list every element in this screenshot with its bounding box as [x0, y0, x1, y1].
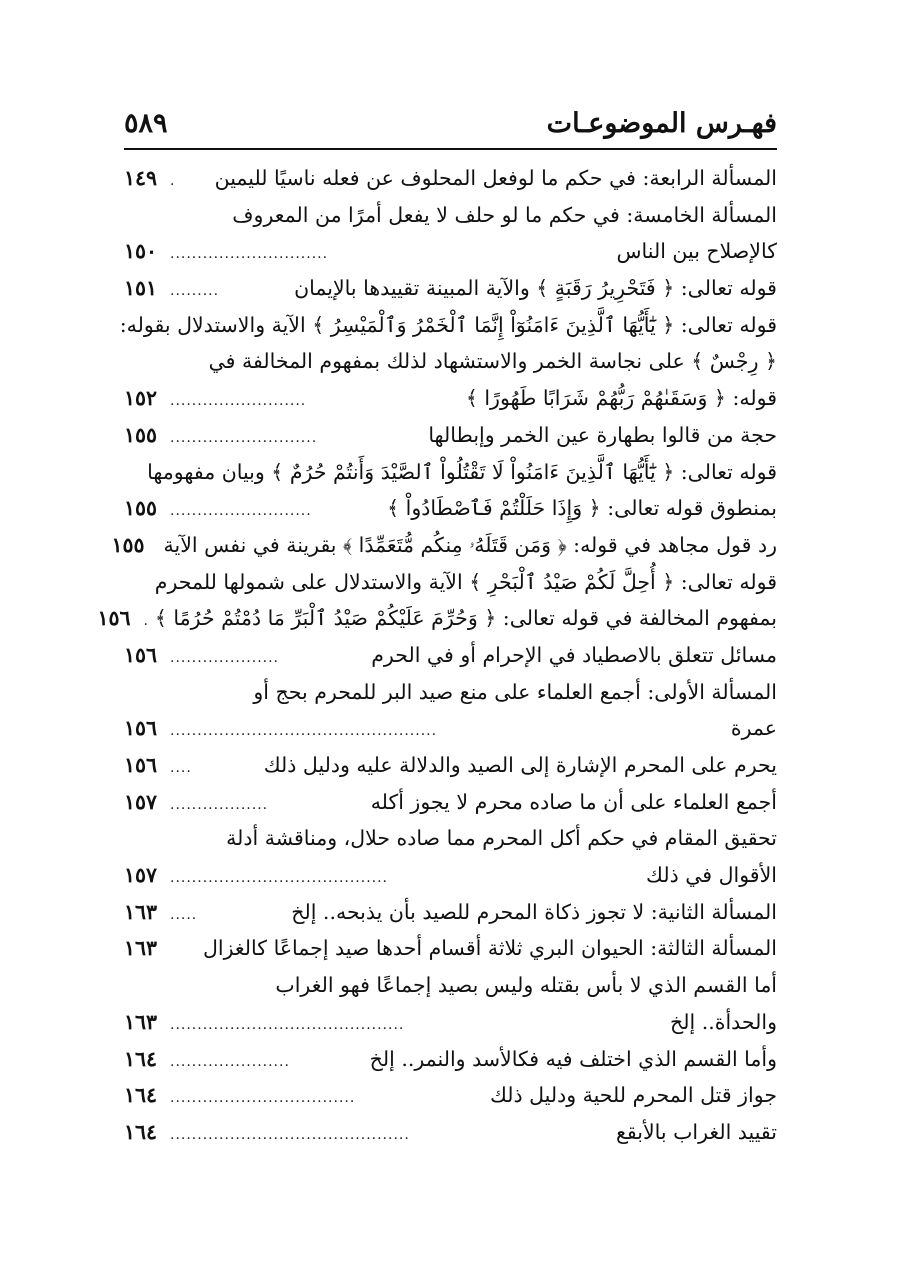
toc-leader-dots: ............................................ — [170, 1126, 410, 1143]
page-number: ٥٨٩ — [124, 108, 168, 139]
toc-entry — [124, 1114, 777, 1151]
toc-entry — [124, 1077, 777, 1114]
toc-entry-page: ١٥٥ — [124, 422, 158, 447]
toc-entry — [124, 417, 777, 454]
toc-entry-page: ١٥٦ — [124, 716, 158, 741]
toc-entry — [124, 747, 777, 784]
toc-entry — [124, 674, 777, 711]
toc-entry — [124, 1004, 777, 1041]
toc-entry-text: تحقيق المقام في حكم أكل المحرم مما صاده حلال، ومناقشة أدلة — [226, 826, 777, 851]
toc-entry — [111, 527, 777, 564]
toc-entry-page: ١٥٠ — [124, 239, 158, 264]
toc-leader-dots: ................................................. — [170, 723, 438, 740]
toc-entry-page: ١٥٥ — [111, 532, 145, 557]
toc-entry-page: ١٥٦ — [97, 606, 131, 631]
toc-entry — [124, 894, 777, 931]
toc-leader-dots: ......................... — [170, 393, 307, 410]
toc-entry-text: المسألة الرابعة: في حكم ما لوفعل المحلوف عن فعله ناسيًا لليمين — [214, 166, 777, 190]
toc-entry — [124, 454, 777, 491]
toc-entry-text: جواز قتل المحرم للحية ودليل ذلك — [489, 1083, 777, 1108]
toc-entry — [124, 564, 777, 601]
toc-entry-page: ١٥٧ — [124, 789, 158, 814]
toc-leader-dots: ............................. — [170, 246, 329, 263]
toc-leader-dots: .......................... — [170, 503, 312, 520]
toc-leader-dots: ........................................... — [170, 1016, 405, 1033]
toc-leader-dots: ...................... — [170, 1053, 290, 1070]
toc-entry-page: ١٥٦ — [124, 642, 158, 667]
toc-entry-text: قوله تعالى: ﴿ يَٰٓأَيُّهَا ٱلَّذِينَ ءَامَنُواْ لَا تَقْتُلُواْ ٱلصَّيْدَ وَأَنتُمْ حُرُمٌ ﴾ وبيان مفهومها — [147, 459, 777, 484]
toc-entry — [119, 307, 777, 344]
toc-entry — [124, 490, 777, 527]
toc-leader-dots: ........................... — [170, 429, 318, 446]
toc-entry-text: قوله تعالى: ﴿ فَتَحْرِيرُ رَقَبَةٍ ﴾ والآية المبينة تقييدها بالإيمان — [294, 276, 777, 301]
page-header — [124, 104, 777, 146]
toc-entry-page: ١٥٢ — [124, 386, 158, 411]
toc-leader-dots: .................... — [170, 649, 280, 666]
toc-entry-text: ﴿ رِجْسٌ ﴾ على نجاسة الخمر والاستشهاد لذلك بمفهوم المخالفة في — [208, 349, 777, 374]
toc-entry-text: رد قول مجاهد في قوله: ﴿ وَمَن قَتَلَهُۥ مِنكُم مُّتَعَمِّدًا ﴾ بقرينة في نفس الآية — [163, 532, 777, 557]
toc-entry — [124, 930, 777, 967]
toc-entry-page: ١٥٧ — [124, 863, 158, 888]
toc-entry-page: ١٥٦ — [124, 753, 158, 777]
toc-entry — [124, 784, 777, 821]
toc-entry — [124, 380, 777, 417]
toc-entry-page: ١٥٥ — [124, 496, 158, 521]
page-title: فهـرس الموضوعـات — [546, 108, 777, 139]
toc-entry-text: قوله تعالى: ﴿ يَٰٓأَيُّهَا ٱلَّذِينَ ءَامَنُوٓاْ إِنَّمَا ٱلْخَمْرُ وَٱلْمَيْسِرُ ﴾ الآية والاستدلال بقوله: — [119, 312, 777, 337]
toc-entry-text: المسألة الخامسة: في حكم ما لو حلف لا يفعل أمرًا من المعروف — [232, 202, 777, 227]
toc-entry-page: ١٦٣ — [124, 936, 158, 961]
toc-leader-dots: ..... — [170, 906, 198, 923]
toc-entry-text: والحدأة.. إلخ — [670, 1009, 777, 1034]
toc-entry — [124, 710, 777, 747]
toc-entry — [124, 197, 777, 234]
toc-entry — [124, 1041, 777, 1078]
toc-entry-text: بمفهوم المخالفة في قوله تعالى: ﴿ وَحُرِّمَ عَلَيْكُمْ صَيْدُ ٱلْبَرِّ مَا دُمْتُمْ حُرُمًا ﴾ — [154, 606, 777, 631]
toc-leader-dots: . — [143, 613, 149, 630]
toc-leader-dots: ........................................ — [170, 870, 389, 887]
toc-list — [97, 160, 777, 1151]
toc-entry — [124, 270, 777, 307]
toc-entry-text: المسألة الثالثة: الحيوان البري ثلاثة أقسام أحدها صيد إجماعًا كالغزال — [203, 936, 777, 961]
toc-entry-text: وأما القسم الذي اختلف فيه فكالأسد والنمر.. إلخ — [369, 1046, 777, 1071]
toc-entry-text: حجة من قالوا بطهارة عين الخمر وإبطالها — [428, 422, 777, 447]
toc-entry — [124, 820, 777, 857]
toc-entry-text: المسألة الأولى: أجمع العلماء على منع صيد البر للمحرم بحج أو — [253, 679, 777, 704]
toc-entry-text: تقييد الغراب بالأبقع — [615, 1119, 777, 1144]
toc-entry-text: قوله تعالى: ﴿ أُحِلَّ لَكُمْ صَيْدُ ٱلْبَحْرِ ﴾ الآية والاستدلال على شمولها للمحرم — [154, 569, 777, 594]
toc-leader-dots: .................. — [170, 796, 269, 813]
toc-entry — [124, 343, 777, 380]
toc-leader-dots: ......... — [170, 283, 220, 300]
toc-leader-dots: .... — [170, 760, 192, 776]
toc-entry-page: ١٦٣ — [124, 899, 158, 924]
toc-entry — [124, 160, 777, 197]
toc-entry-page: ١٦٣ — [124, 1009, 158, 1034]
toc-entry-text: عمرة — [730, 716, 777, 741]
toc-leader-dots: .................................. — [170, 1090, 356, 1107]
header-rule — [124, 148, 777, 150]
toc-entry-text: أما القسم الذي لا بأس بقتله وليس بصيد إجماعًا فهو الغراب — [275, 973, 777, 998]
toc-entry-text: المسألة الثانية: لا تجوز ذكاة المحرم للصيد بأن يذبحه.. إلخ — [291, 899, 777, 924]
toc-entry-page: ١٥١ — [124, 276, 158, 301]
toc-entry-text: مسائل تتعلق بالاصطياد في الإحرام أو في الحرم — [371, 642, 777, 667]
toc-entry-page: ١٦٤ — [124, 1119, 158, 1144]
toc-entry — [124, 637, 777, 674]
toc-entry — [124, 233, 777, 270]
toc-entry-text: الأقوال في ذلك — [646, 863, 777, 888]
toc-entry-text: أجمع العلماء على أن ما صاده محرم لا يجوز أكله — [370, 789, 777, 814]
toc-entry — [124, 967, 777, 1004]
toc-entry-text: يحرم على المحرم الإشارة إلى الصيد والدلالة عليه ودليل ذلك — [263, 753, 777, 777]
toc-entry-page: ١٤٩ — [124, 166, 158, 190]
toc-leader-dots: . — [170, 173, 176, 189]
toc-entry — [124, 857, 777, 894]
toc-entry-text: كالإصلاح بين الناس — [616, 239, 777, 264]
toc-entry-page: ١٦٤ — [124, 1083, 158, 1108]
toc-entry-text: قوله: ﴿ وَسَقَىٰهُمْ رَبُّهُمْ شَرَابًا طَهُورًا ﴾ — [465, 386, 777, 411]
toc-entry-page: ١٦٤ — [124, 1046, 158, 1071]
toc-entry — [97, 600, 777, 637]
toc-entry-text: بمنطوق قوله تعالى: ﴿ وَإِذَا حَلَلْتُمْ فَٱصْطَادُواْ ﴾ — [387, 496, 777, 521]
